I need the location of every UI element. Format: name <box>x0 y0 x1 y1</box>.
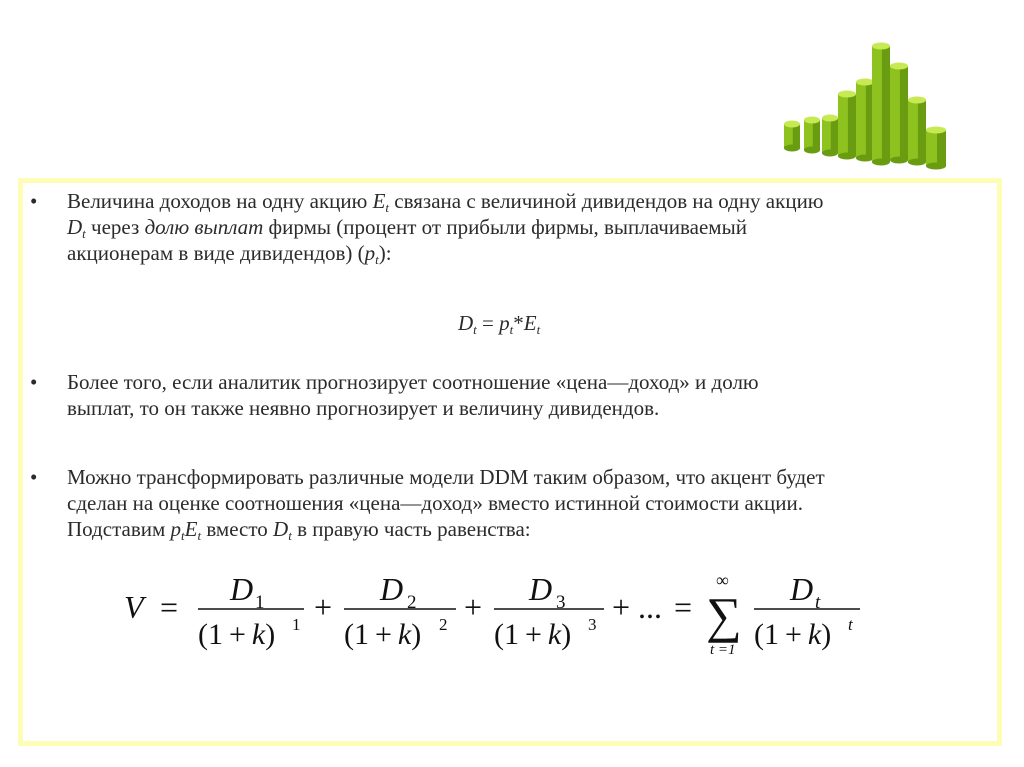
symbol-p: p <box>364 241 376 265</box>
symbol-V: V <box>124 589 144 625</box>
denominator: (1 + k) <box>754 618 832 651</box>
denominator: (1 + k) <box>494 618 572 651</box>
numerator-subscript: 2 <box>407 592 417 613</box>
decorative-bar-base <box>804 147 820 154</box>
equation-dividend <box>458 311 540 336</box>
sigma-symbol: ∑ <box>706 587 742 643</box>
equals-sign: = <box>160 589 179 625</box>
decorative-bar-base <box>926 163 946 170</box>
exponent: 2 <box>439 615 448 634</box>
numerator-subscript: 3 <box>556 592 566 613</box>
multiply-sign: * <box>513 311 524 335</box>
text-run: вместо <box>201 517 274 541</box>
exponent: t <box>848 615 853 634</box>
decorative-bar-top <box>822 115 838 122</box>
text-run: в правую часть равенства: <box>291 517 531 541</box>
text-run: Подставим <box>67 517 171 541</box>
paragraph-earnings-dividends <box>67 188 1002 266</box>
plus-sign: + <box>314 589 333 625</box>
subscript-t: t <box>375 252 379 267</box>
decorative-bar-top <box>908 97 926 104</box>
subscript-t: t <box>509 322 514 337</box>
equals-sign: = <box>674 589 693 625</box>
subscript-t: t <box>385 200 390 215</box>
decorative-bar-base <box>784 145 800 152</box>
ellipsis: ... <box>638 589 662 625</box>
symbol-E: E <box>184 517 198 541</box>
decorative-bar-shade <box>831 118 838 153</box>
decorative-bar-top <box>784 121 800 128</box>
text-line: сделан на оценке соотношения «цена—доход» вместо истинной стоимости акции. <box>67 491 803 515</box>
numerator-D: D <box>790 571 814 607</box>
symbol-D: D <box>273 517 289 541</box>
text-run: акционерам в виде дивидендов) ( <box>67 241 365 265</box>
decorative-bar-top <box>926 127 946 134</box>
decorative-bar-shade <box>793 124 800 148</box>
decorative-bar-base <box>822 150 838 157</box>
symbol-p: p <box>499 311 510 335</box>
subscript-t: t <box>197 528 202 543</box>
paragraph-analyst-forecast <box>67 369 1002 421</box>
decorative-bar-shade <box>882 46 890 162</box>
subscript-t: t <box>473 322 477 337</box>
text-run: ): <box>378 241 392 265</box>
numerator-subscript: t <box>815 592 821 613</box>
decorative-bar-shade <box>813 120 820 150</box>
denominator: (1 + k) <box>344 618 422 651</box>
decorative-bar-shade <box>900 66 908 160</box>
bullet-marker: • <box>30 189 38 213</box>
decorative-bar-top <box>890 63 908 70</box>
term-payout-ratio: долю выплат <box>144 215 264 239</box>
decorative-bar-base <box>908 159 926 166</box>
equals-sign: = <box>476 311 500 335</box>
sum-lower-limit: t =1 <box>710 642 736 658</box>
symbol-D: D <box>67 215 83 239</box>
text-run: фирмы (процент от прибыли фирмы, выплачиваемый <box>263 215 747 239</box>
exponent: 1 <box>292 615 301 634</box>
bullet-marker: • <box>30 370 38 394</box>
plus-sign: + <box>612 589 631 625</box>
numerator-D: D <box>529 571 553 607</box>
subscript-t: t <box>82 226 86 241</box>
symbol-E: E <box>523 311 537 335</box>
symbol-p: p <box>170 517 182 541</box>
sum-upper-limit: ∞ <box>716 570 729 590</box>
subscript-t: t <box>288 528 292 543</box>
text-run: Величина доходов на одну акцию <box>67 189 373 213</box>
subscript-t: t <box>536 322 541 337</box>
decorative-bar-top <box>804 117 820 124</box>
symbol-D: D <box>458 311 474 335</box>
numerator-D: D <box>380 571 404 607</box>
text-line: Более того, если аналитик прогнозирует соотношение «цена—доход» и долю <box>67 370 759 394</box>
decorative-bar-top <box>856 79 874 86</box>
text-run: через <box>85 215 145 239</box>
symbol-E: E <box>372 189 386 213</box>
subscript-t: t <box>181 528 185 543</box>
decorative-bar-base <box>856 155 874 162</box>
plus-sign: + <box>464 589 483 625</box>
text-line: выплат, то он также неявно прогнозирует и величину дивидендов. <box>67 396 660 420</box>
text-line: Можно трансформировать различные модели DDM таким образом, что акцент будет <box>67 465 825 489</box>
decorative-bar-base <box>838 153 856 160</box>
decorative-bar-top <box>872 43 890 50</box>
paragraph-ddm-transform <box>67 464 1002 542</box>
decorative-bar-shade <box>918 100 926 162</box>
decorative-bar-top <box>838 91 856 98</box>
decorative-bar-base <box>872 159 890 166</box>
bullet-marker: • <box>30 465 38 489</box>
decorative-bar-base <box>890 157 908 164</box>
equation-ddm <box>118 564 878 668</box>
decorative-bar-shade <box>848 94 856 156</box>
exponent: 3 <box>588 615 597 634</box>
bar-chart-logo-icon <box>776 38 956 174</box>
numerator-subscript: 1 <box>255 592 265 613</box>
numerator-D: D <box>230 571 254 607</box>
decorative-bar-shade <box>937 130 946 166</box>
denominator: (1 + k) <box>198 618 276 651</box>
text-run: связана с величиной дивидендов на одну акцию <box>389 189 824 213</box>
